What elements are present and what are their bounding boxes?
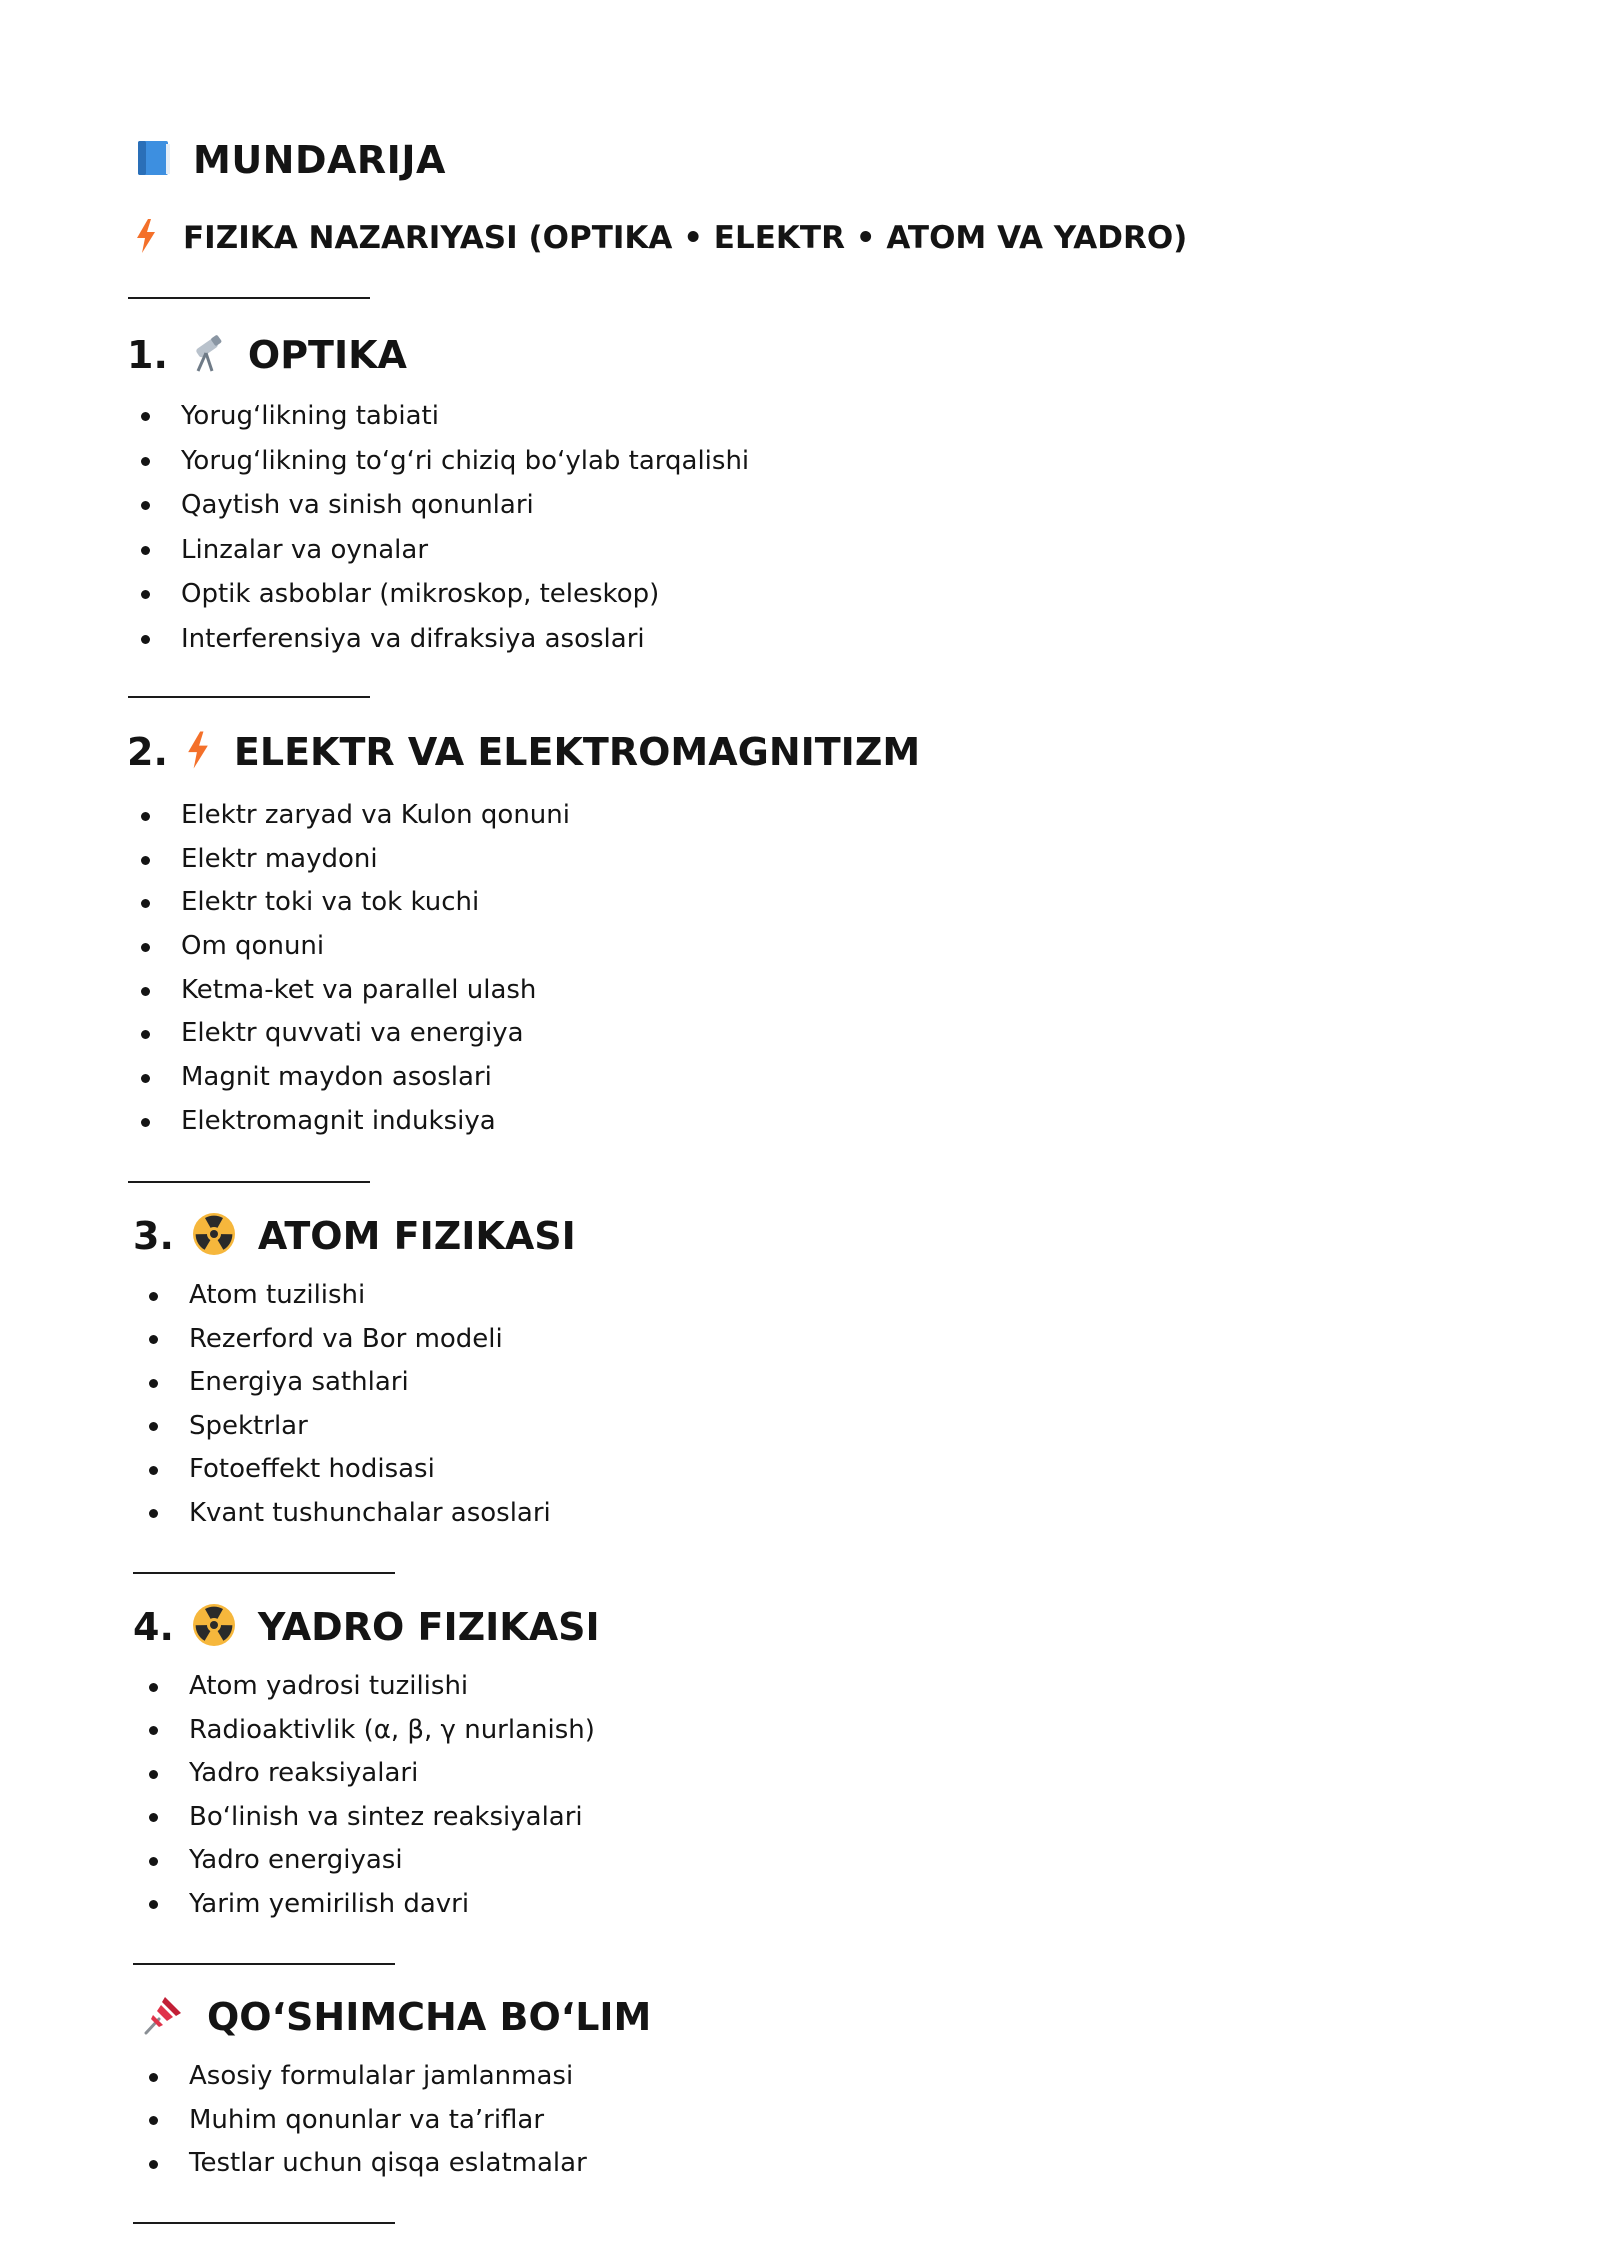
list-item-text: Ketma-ket va parallel ulash bbox=[181, 974, 537, 1005]
list-item-text: Atom yadrosi tuzilishi bbox=[189, 1671, 469, 1701]
bullet bbox=[141, 1118, 150, 1127]
radioactive-icon bbox=[192, 1603, 236, 1651]
document-title-row bbox=[135, 132, 446, 188]
list-item-text: Om qonuni bbox=[181, 931, 325, 962]
list-item-text: Linzalar va oynalar bbox=[181, 534, 429, 565]
list-item-text: Radioaktivlik (α, β, γ nurlanish) bbox=[189, 1714, 595, 1745]
list-item bbox=[149, 1492, 551, 1536]
list-item bbox=[141, 528, 749, 573]
section-items-optika bbox=[141, 394, 749, 661]
list-item bbox=[141, 969, 570, 1013]
list-item bbox=[149, 2099, 587, 2143]
divider bbox=[133, 1572, 395, 1574]
list-item-text: Atom tuzilishi bbox=[189, 1280, 366, 1310]
bullet bbox=[149, 1292, 158, 1301]
list-item-text: Interferensiya va difraksiya asoslari bbox=[181, 623, 645, 654]
bullet bbox=[141, 987, 150, 996]
section-title: ATOM FIZIKASI bbox=[257, 1214, 576, 1258]
bullet bbox=[149, 1683, 158, 1692]
list-item bbox=[141, 572, 749, 617]
divider bbox=[128, 1181, 370, 1183]
bullet bbox=[141, 1074, 150, 1083]
document-title: MUNDARIJA bbox=[193, 138, 446, 182]
list-item bbox=[149, 1405, 551, 1449]
section-title: YADRO FIZIKASI bbox=[257, 1605, 600, 1649]
list-item bbox=[141, 881, 570, 925]
list-item-text: Rezerford va Bor modeli bbox=[189, 1323, 503, 1354]
list-item-text: Yorug‘likning tabiati bbox=[181, 401, 439, 431]
bullet bbox=[149, 1726, 158, 1735]
list-item bbox=[149, 1752, 595, 1796]
list-item bbox=[149, 2142, 587, 2186]
divider bbox=[133, 2222, 395, 2224]
bullet bbox=[149, 1770, 158, 1779]
section-heading-yadro bbox=[133, 1600, 600, 1654]
list-item bbox=[141, 1056, 570, 1100]
list-item-text: Elektr quvvati va energiya bbox=[181, 1018, 524, 1049]
list-item bbox=[149, 1665, 595, 1709]
bullet bbox=[149, 2160, 158, 2169]
section-items-yadro bbox=[149, 1665, 595, 1926]
divider bbox=[128, 297, 370, 299]
bullet bbox=[141, 943, 150, 952]
list-item-text: Asosiy formulalar jamlanmasi bbox=[189, 2061, 574, 2091]
bullet bbox=[141, 590, 150, 599]
bullet bbox=[141, 412, 150, 421]
bullet bbox=[141, 856, 150, 865]
list-item bbox=[149, 1448, 551, 1492]
list-item bbox=[149, 1709, 595, 1753]
section-heading-qoshimcha bbox=[141, 1990, 651, 2044]
list-item-text: Elektromagnit induksiya bbox=[181, 1105, 496, 1136]
list-item bbox=[149, 2055, 587, 2099]
divider bbox=[133, 1963, 395, 1965]
list-item-text: Elektr maydoni bbox=[181, 843, 378, 874]
list-item-text: Elektr toki va tok kuchi bbox=[181, 887, 480, 918]
list-item-text: Spektrlar bbox=[189, 1410, 308, 1441]
list-item-text: Fotoeffekt hodisasi bbox=[189, 1454, 435, 1484]
document-subtitle-row bbox=[135, 214, 1187, 262]
bullet bbox=[149, 2116, 158, 2125]
list-item bbox=[141, 439, 749, 484]
bullet bbox=[149, 1813, 158, 1822]
list-item-text: Bo‘linish va sintez reaksiyalari bbox=[189, 1801, 583, 1832]
section-number: 1. bbox=[127, 333, 168, 377]
list-item-text: Yorug‘likning to‘g‘ri chiziq bo‘ylab tarqalishi bbox=[181, 445, 750, 476]
list-item bbox=[141, 617, 749, 662]
bullet bbox=[141, 501, 150, 510]
section-title: QO‘SHIMCHA BO‘LIM bbox=[207, 1995, 652, 2039]
bullet bbox=[149, 1466, 158, 1475]
blue-book-icon bbox=[135, 138, 173, 182]
bullet bbox=[141, 635, 150, 644]
bullet bbox=[141, 457, 150, 466]
bullet bbox=[149, 1422, 158, 1431]
bullet bbox=[149, 1379, 158, 1388]
bullet bbox=[149, 1509, 158, 1518]
section-heading-elektr bbox=[127, 725, 920, 779]
list-item bbox=[141, 1100, 570, 1144]
section-items-elektr bbox=[141, 794, 570, 1144]
pushpin-icon bbox=[141, 1993, 185, 2041]
list-item-text: Kvant tushunchalar asoslari bbox=[189, 1497, 551, 1528]
bullet bbox=[141, 812, 150, 821]
radioactive-icon bbox=[192, 1212, 236, 1260]
telescope-icon bbox=[190, 333, 226, 377]
list-item-text: Magnit maydon asoslari bbox=[181, 1062, 492, 1093]
list-item bbox=[141, 838, 570, 882]
lightning-icon bbox=[135, 218, 157, 258]
list-item bbox=[149, 1796, 595, 1840]
list-item bbox=[149, 1318, 551, 1362]
section-heading-atom bbox=[133, 1209, 576, 1263]
list-item-text: Energiya sathlari bbox=[189, 1367, 409, 1397]
section-title: ELEKTR VA ELEKTROMAGNITIZM bbox=[233, 730, 921, 774]
section-title: OPTIKA bbox=[247, 333, 407, 377]
list-item bbox=[149, 1839, 595, 1883]
list-item-text: Yadro energiyasi bbox=[189, 1845, 403, 1875]
section-number: 3. bbox=[133, 1214, 174, 1258]
list-item-text: Yarim yemirilish davri bbox=[189, 1888, 470, 1919]
lightning-icon bbox=[186, 730, 210, 774]
list-item bbox=[149, 1361, 551, 1405]
bullet bbox=[141, 1030, 150, 1039]
bullet bbox=[149, 1335, 158, 1344]
list-item bbox=[141, 794, 570, 838]
section-items-atom bbox=[149, 1274, 551, 1535]
list-item bbox=[149, 1883, 595, 1927]
list-item bbox=[141, 1012, 570, 1056]
bullet bbox=[149, 2073, 158, 2082]
list-item bbox=[141, 394, 749, 439]
section-number: 4. bbox=[133, 1605, 174, 1649]
section-number: 2. bbox=[127, 730, 168, 774]
bullet bbox=[149, 1857, 158, 1866]
list-item-text: Yadro reaksiyalari bbox=[189, 1758, 419, 1788]
divider bbox=[128, 696, 370, 698]
section-heading-optika bbox=[127, 328, 407, 382]
section-items-qoshimcha bbox=[149, 2055, 587, 2186]
document-subtitle: FIZIKA NAZARIYASI (OPTIKA • ELEKTR • ATOM VA YADRO) bbox=[183, 220, 1188, 256]
bullet bbox=[149, 1900, 158, 1909]
list-item-text: Muhim qonunlar va ta’riflar bbox=[189, 2104, 545, 2135]
bullet bbox=[141, 546, 150, 555]
list-item-text: Testlar uchun qisqa eslatmalar bbox=[189, 2148, 587, 2178]
list-item bbox=[141, 925, 570, 969]
list-item bbox=[141, 483, 749, 528]
list-item-text: Optik asboblar (mikroskop, teleskop) bbox=[181, 579, 660, 609]
bullet bbox=[141, 899, 150, 908]
list-item-text: Qaytish va sinish qonunlari bbox=[181, 490, 534, 520]
list-item-text: Elektr zaryad va Kulon qonuni bbox=[181, 800, 570, 830]
list-item bbox=[149, 1274, 551, 1318]
